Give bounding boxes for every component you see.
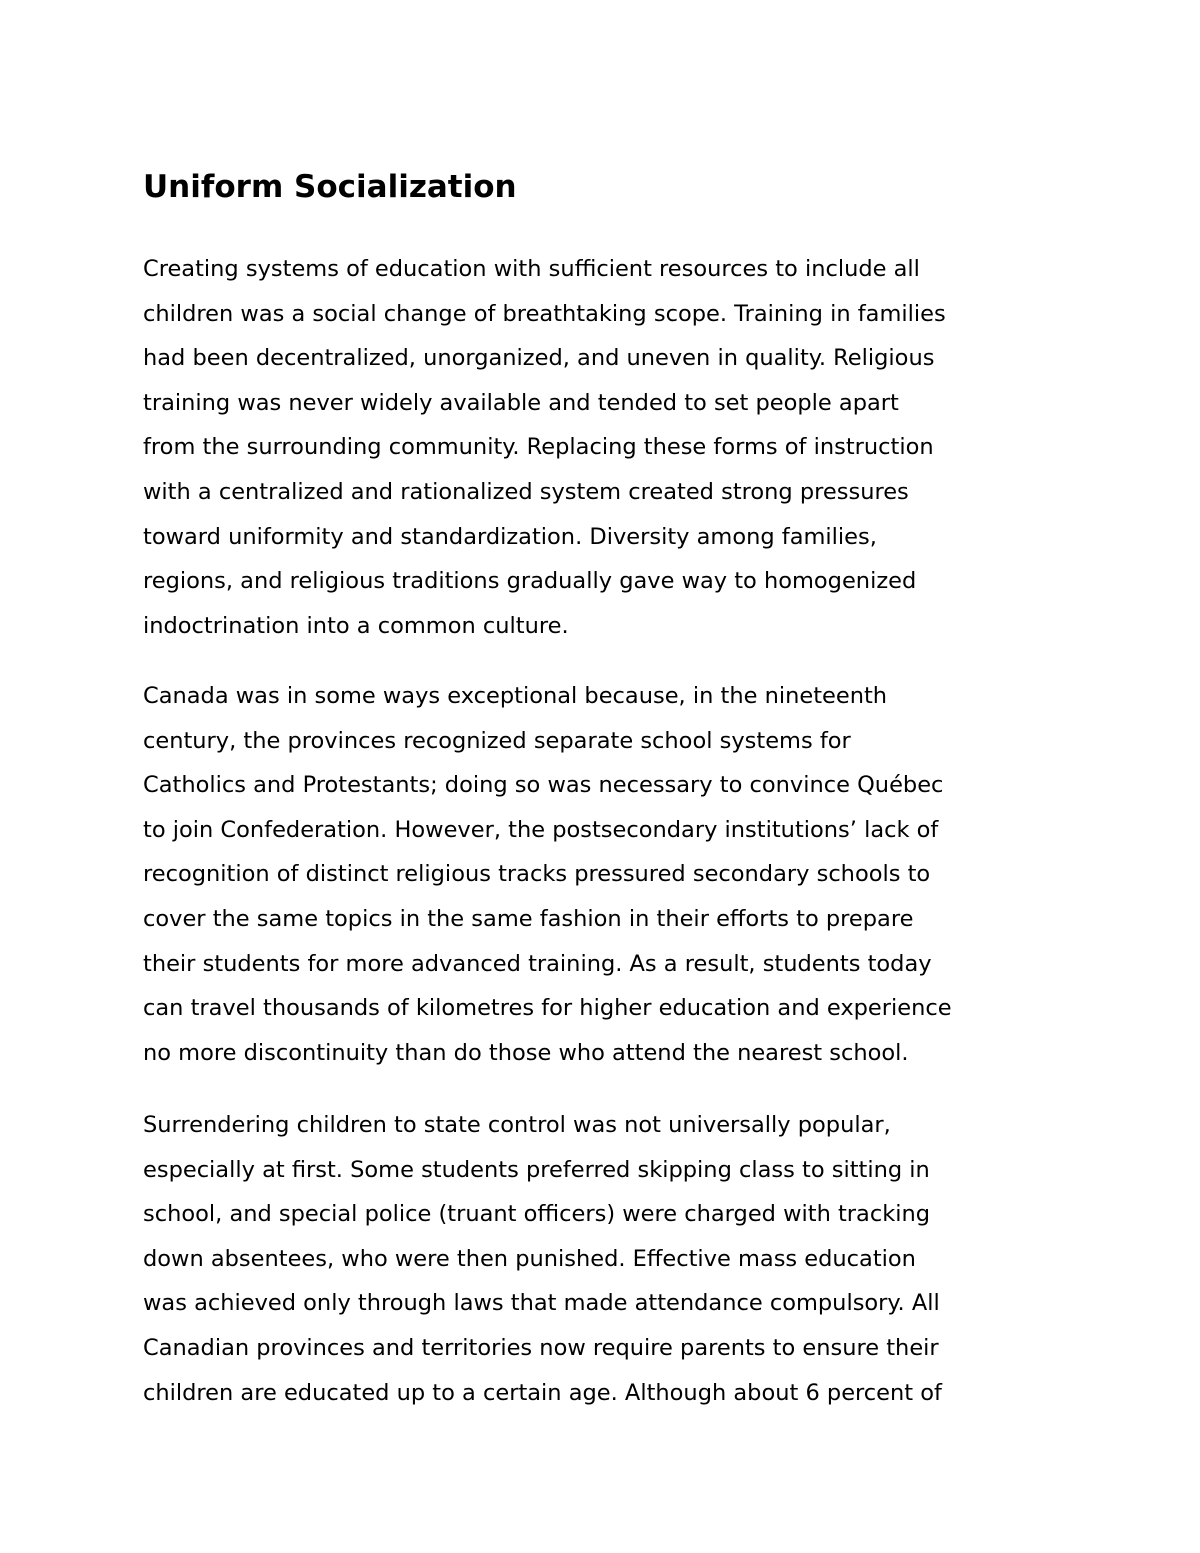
text-line: was achieved only through laws that made attendance compulsory. All (143, 1290, 940, 1317)
text-line: from the surrounding community. Replacing these forms of instruction (143, 434, 934, 461)
text-line: Canada was in some ways exceptional because, in the nineteenth (143, 683, 888, 709)
text-line: century, the provinces recognized separate school systems for (143, 727, 851, 754)
text-line: with a centralized and rationalized system created strong pressures (143, 478, 909, 505)
text-line: especially at first. Some students preferred skipping class to sitting in (143, 1156, 930, 1183)
text-line: can travel thousands of kilometres for higher education and experience (143, 995, 952, 1022)
text-line: children are educated up to a certain age. Although about 6 percent of (143, 1379, 942, 1406)
text-line: toward uniformity and standardization. Diversity among families, (143, 523, 877, 550)
text-line: Canadian provinces and territories now require parents to ensure their (143, 1334, 939, 1361)
text-line: Catholics and Protestants; doing so was necessary to convince Québec (143, 772, 944, 799)
paragraph-3 (143, 1103, 942, 1415)
text-line: indoctrination into a common culture. (143, 612, 569, 639)
text-line: had been decentralized, unorganized, and uneven in quality. Religious (143, 345, 935, 372)
text-line: their students for more advanced training. As a result, students today (143, 950, 932, 977)
text-line: Surrendering children to state control was not universally popular, (143, 1112, 891, 1138)
text-line: training was never widely available and tended to set people apart (143, 389, 899, 416)
paragraph-1 (143, 247, 946, 648)
text-line: regions, and religious traditions gradually gave way to homogenized (143, 568, 917, 595)
text-line: recognition of distinct religious tracks pressured secondary schools to (143, 861, 931, 888)
text-line: children was a social change of breathtaking scope. Training in families (143, 300, 946, 327)
document-title: Uniform Socialization (143, 169, 517, 205)
text-line: down absentees, who were then punished. Effective mass education (143, 1245, 916, 1272)
text-line: to join Confederation. However, the postsecondary institutions’ lack of (143, 816, 939, 843)
text-line: cover the same topics in the same fashion in their efforts to prepare (143, 905, 914, 932)
text-line: Creating systems of education with sufficient resources to include all (143, 256, 920, 282)
paragraph-2 (143, 674, 952, 1075)
text-line: no more discontinuity than do those who attend the nearest school. (143, 1039, 909, 1066)
text-line: school, and special police (truant officers) were charged with tracking (143, 1201, 931, 1228)
